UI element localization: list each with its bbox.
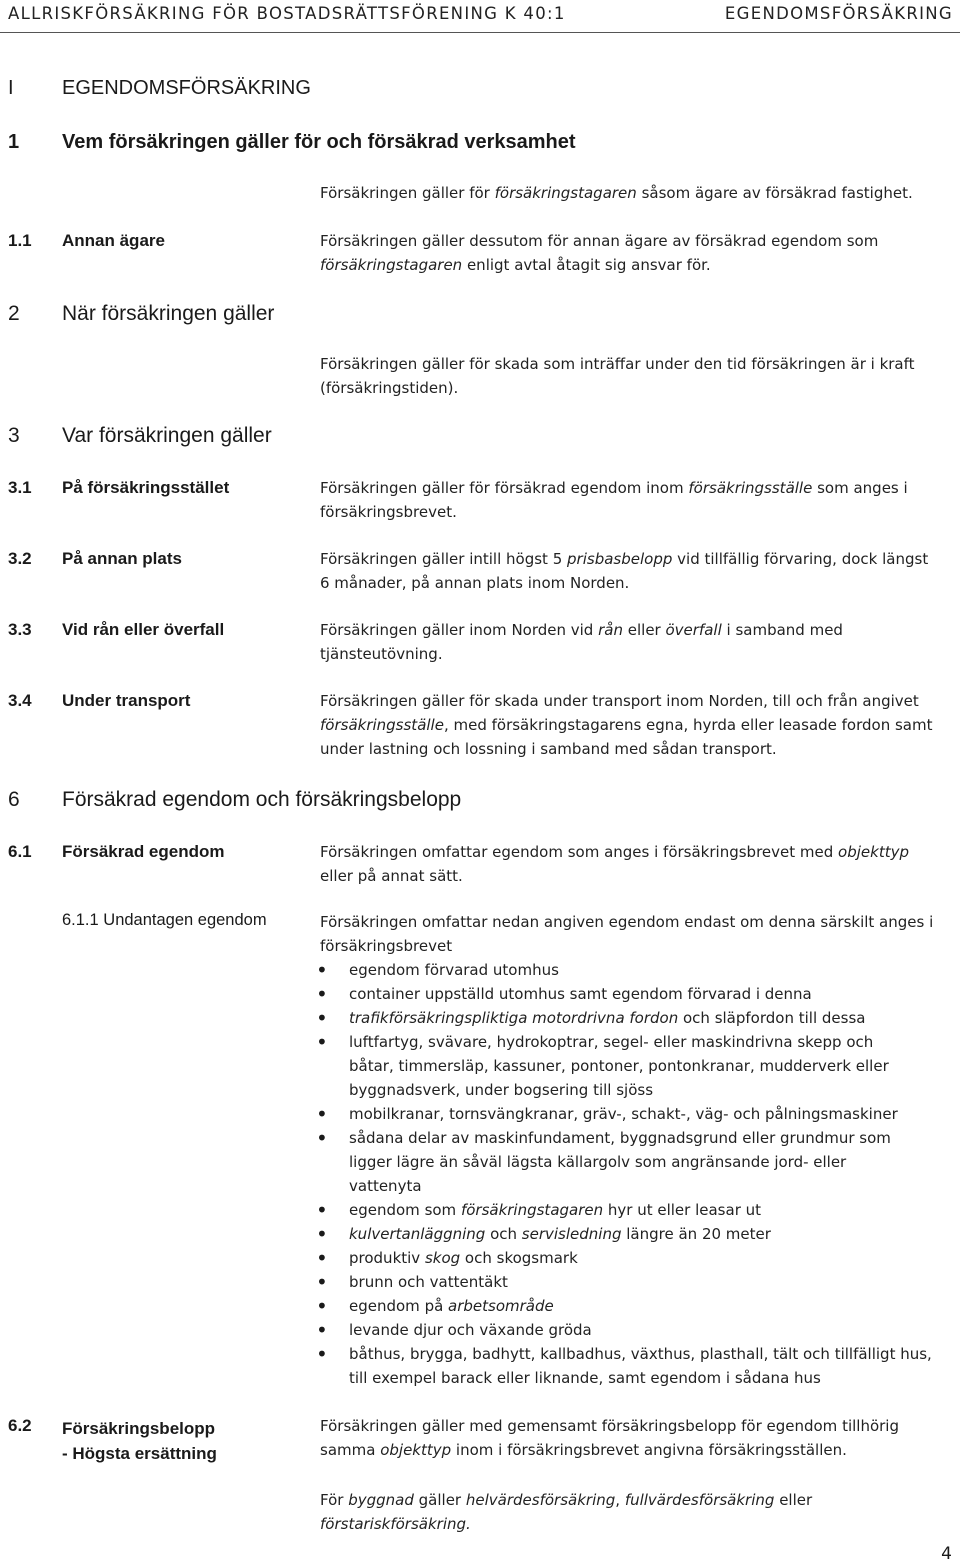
- section-number: 2: [8, 302, 20, 325]
- subsection-number: 6.2: [8, 1416, 32, 1435]
- bullet-icon: •: [316, 958, 328, 982]
- subsection-body: Försäkringen gäller för skada under transport inom Norden, till och från angivet försäkringsställe, med försäkringstagarens egna, hyrda eller leasade fordon samt under lastning och lossning i samband med sådan transport.: [320, 692, 933, 758]
- subsection-body: Försäkringen gäller för försäkrad egendom inom försäkringsställe som anges i försäkringsbrevet.: [320, 479, 908, 521]
- bullet-icon: •: [316, 1126, 328, 1150]
- header-divider: [0, 32, 960, 33]
- bullet-icon: •: [316, 982, 328, 1006]
- bullet-icon: •: [316, 1198, 328, 1222]
- subsection-heading: Vid rån eller överfall: [62, 620, 225, 639]
- subsubsection-heading: 6.1.1 Undantagen egendom: [62, 911, 267, 929]
- subsection-heading: Under transport: [62, 691, 191, 710]
- chapter-title: EGENDOMSFÖRSÄKRING: [62, 77, 311, 99]
- section-number: 1: [8, 131, 20, 153]
- bullet-icon: •: [316, 1006, 328, 1030]
- subsection-number: 3.4: [8, 691, 32, 710]
- subsection-heading: Försäkrad egendom: [62, 842, 225, 861]
- subsection-heading: På annan plats: [62, 549, 182, 568]
- section-body: Försäkringen gäller för skada som inträffar under den tid försäkringen är i kraft (försäkringstiden).: [320, 355, 915, 397]
- section-heading: Vem försäkringen gäller för och försäkrad verksamhet: [62, 131, 576, 153]
- bullet-icon: •: [316, 1246, 328, 1270]
- subsection-number: 3.3: [8, 620, 32, 639]
- subsection-paragraph: För byggnad gäller helvärdesförsäkring, fullvärdesförsäkring eller förstariskförsäkring.: [320, 1491, 813, 1533]
- subsection-heading: Annan ägare: [62, 231, 165, 250]
- subsection-heading: På försäkringsstället: [62, 478, 230, 497]
- section-heading: Försäkrad egendom och försäkringsbelopp: [62, 788, 462, 811]
- running-header-section: EGENDOMSFÖRSÄKRING: [724, 4, 953, 23]
- section-number: 3: [8, 424, 20, 447]
- bullet-icon: •: [316, 1270, 328, 1294]
- page-number: 4: [941, 1544, 952, 1564]
- subsection-number: 3.2: [8, 549, 32, 568]
- subsection-number: 6.1: [8, 842, 32, 861]
- section-body: Försäkringen gäller för försäkringstagaren såsom ägare av försäkrad fastighet.: [320, 184, 913, 202]
- bullet-icon: •: [316, 1318, 328, 1342]
- chapter-number: I: [8, 77, 14, 99]
- section-heading: Var försäkringen gäller: [62, 424, 272, 447]
- bullet-icon: •: [316, 1342, 328, 1366]
- subsection-body: Försäkringen gäller inom Norden vid rån eller överfall i samband med tjänsteutövning.: [320, 621, 843, 663]
- bullet-icon: •: [316, 1030, 328, 1054]
- section-number: 6: [8, 788, 20, 811]
- subsection-body: Försäkringen gäller med gemensamt försäkringsbelopp för egendom tillhörig samma objekttyp inom i försäkringsbrevet angivna försäkringsställen.: [320, 1417, 899, 1459]
- subsection-number: 3.1: [8, 478, 32, 497]
- subsection-number: 1.1: [8, 231, 32, 250]
- subsubsection-body: Försäkringen omfattar nedan angiven egendom endast om denna särskilt anges i försäkringsbrevet: [320, 913, 934, 955]
- subsection-body: Försäkringen omfattar egendom som anges i försäkringsbrevet med objekttyp eller på annat sätt.: [320, 843, 909, 885]
- subsection-body: Försäkringen gäller dessutom för annan ägare av försäkrad egendom som försäkringstagaren enligt avtal åtagit sig ansvar för.: [320, 232, 879, 274]
- subsection-heading: Försäkringsbelopp - Högsta ersättning: [62, 1419, 217, 1463]
- section-heading: När försäkringen gäller: [62, 302, 275, 325]
- running-header-title: ALLRISKFÖRSÄKRING FÖR BOSTADSRÄTTSFÖRENING K 40:1: [8, 4, 566, 23]
- bullet-icon: •: [316, 1294, 328, 1318]
- bullet-icon: •: [316, 1102, 328, 1126]
- subsection-body: Försäkringen gäller intill högst 5 prisbasbelopp vid tillfällig förvaring, dock längst 6 månader, på annan plats inom Norden.: [320, 550, 929, 592]
- bullet-icon: •: [316, 1222, 328, 1246]
